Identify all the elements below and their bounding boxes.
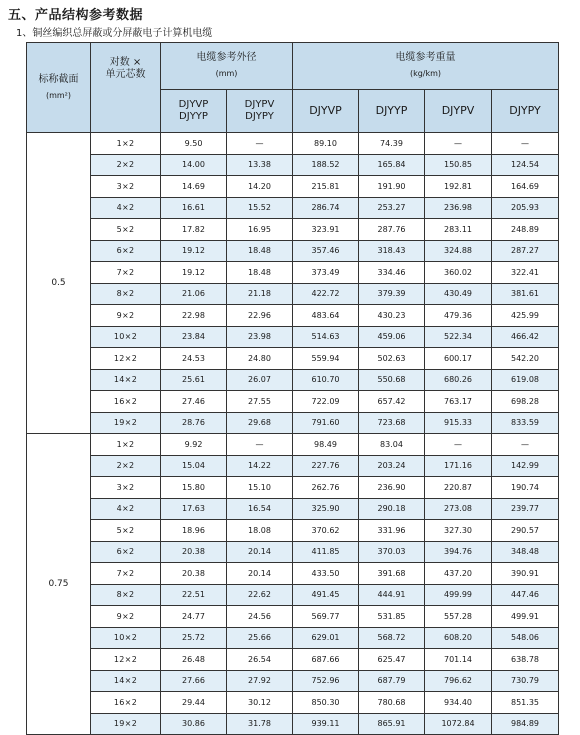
header-cross-section: 标称截面 (mm²) — [27, 43, 91, 133]
od-djyvp-cell: 22.98 — [161, 305, 227, 327]
header-weight-djypy: DJYPY — [492, 90, 559, 133]
w-djypy-cell: 499.91 — [492, 606, 559, 628]
w-djyyp-cell: 318.43 — [359, 240, 425, 262]
w-djypv-cell: 680.26 — [425, 369, 492, 391]
w-djypv-cell: — — [425, 434, 492, 456]
od-djyvp-cell: 19.12 — [161, 262, 227, 284]
od-djyvp-cell: 29.44 — [161, 692, 227, 714]
pairs-cell: 5×2 — [91, 520, 161, 542]
w-djyvp-cell: 357.46 — [293, 240, 359, 262]
od-djyvp-cell: 20.38 — [161, 563, 227, 585]
od-djyvp-cell: 14.69 — [161, 176, 227, 198]
header-od-djyvp-djyyp: DJYVP DJYYP — [161, 90, 227, 133]
w-djyyp-cell: 780.68 — [359, 692, 425, 714]
w-djypy-cell: 322.41 — [492, 262, 559, 284]
w-djyyp-cell: 687.79 — [359, 670, 425, 692]
w-djypy-cell: — — [492, 133, 559, 155]
w-djyyp-cell: 625.47 — [359, 649, 425, 671]
w-djyyp-cell: 459.06 — [359, 326, 425, 348]
w-djyvp-cell: 370.62 — [293, 520, 359, 542]
od-djypv-cell: 22.96 — [227, 305, 293, 327]
pairs-cell: 14×2 — [91, 670, 161, 692]
w-djypy-cell: 548.06 — [492, 627, 559, 649]
w-djyvp-cell: 227.76 — [293, 455, 359, 477]
table-body — [27, 133, 559, 735]
w-djypy-cell: 239.77 — [492, 498, 559, 520]
od-djyvp-cell: 9.50 — [161, 133, 227, 155]
table-row — [27, 240, 559, 262]
table-row — [27, 133, 559, 155]
table-row — [27, 477, 559, 499]
table-row — [27, 391, 559, 413]
section-heading: 五、产品结构参考数据 — [8, 8, 144, 23]
w-djyvp-cell: 323.91 — [293, 219, 359, 241]
w-djyyp-cell: 334.46 — [359, 262, 425, 284]
w-djyvp-cell: 791.60 — [293, 412, 359, 434]
table-row — [27, 520, 559, 542]
w-djypy-cell: 190.74 — [492, 477, 559, 499]
w-djypy-cell: 248.89 — [492, 219, 559, 241]
od-djypv-cell: 25.66 — [227, 627, 293, 649]
cross-section-value: 0.5 — [27, 133, 91, 434]
w-djypv-cell: 150.85 — [425, 154, 492, 176]
pairs-cell: 9×2 — [91, 305, 161, 327]
w-djypv-cell: 701.14 — [425, 649, 492, 671]
w-djyvp-cell: 629.01 — [293, 627, 359, 649]
w-djyvp-cell: 89.10 — [293, 133, 359, 155]
w-djypy-cell: 619.08 — [492, 369, 559, 391]
od-djypv-cell: 14.20 — [227, 176, 293, 198]
w-djypv-cell: 192.81 — [425, 176, 492, 198]
header-weight-djypv: DJYPV — [425, 90, 492, 133]
w-djyvp-cell: 98.49 — [293, 434, 359, 456]
w-djypy-cell: 142.99 — [492, 455, 559, 477]
pairs-cell: 10×2 — [91, 627, 161, 649]
header-od-djypv-djypy: DJYPV DJYPY — [227, 90, 293, 133]
w-djypv-cell: 1072.84 — [425, 713, 492, 735]
pairs-cell: 19×2 — [91, 713, 161, 735]
pairs-cell: 10×2 — [91, 326, 161, 348]
od-djyvp-cell: 19.12 — [161, 240, 227, 262]
table-row — [27, 262, 559, 284]
w-djyyp-cell: 430.23 — [359, 305, 425, 327]
w-djypv-cell: 430.49 — [425, 283, 492, 305]
table-row — [27, 713, 559, 735]
w-djypv-cell: 522.34 — [425, 326, 492, 348]
table-row — [27, 627, 559, 649]
w-djypy-cell: 730.79 — [492, 670, 559, 692]
od-djypv-cell: 16.54 — [227, 498, 293, 520]
table-row — [27, 584, 559, 606]
w-djypv-cell: 327.30 — [425, 520, 492, 542]
od-djyvp-cell: 16.61 — [161, 197, 227, 219]
od-djyvp-cell: 17.63 — [161, 498, 227, 520]
w-djyvp-cell: 411.85 — [293, 541, 359, 563]
w-djyyp-cell: 723.68 — [359, 412, 425, 434]
od-djypv-cell: — — [227, 434, 293, 456]
table-row — [27, 219, 559, 241]
table-row — [27, 563, 559, 585]
od-djypv-cell: 24.80 — [227, 348, 293, 370]
w-djypy-cell: 638.78 — [492, 649, 559, 671]
w-djypv-cell: 608.20 — [425, 627, 492, 649]
w-djyyp-cell: 253.27 — [359, 197, 425, 219]
od-djypv-cell: 26.07 — [227, 369, 293, 391]
pairs-cell: 4×2 — [91, 197, 161, 219]
od-djyvp-cell: 17.82 — [161, 219, 227, 241]
od-djyvp-cell: 9.92 — [161, 434, 227, 456]
table-row — [27, 283, 559, 305]
w-djyvp-cell: 215.81 — [293, 176, 359, 198]
w-djypv-cell: 360.02 — [425, 262, 492, 284]
od-djypv-cell: 18.48 — [227, 262, 293, 284]
od-djypv-cell: 23.98 — [227, 326, 293, 348]
w-djyvp-cell: 850.30 — [293, 692, 359, 714]
w-djyvp-cell: 514.63 — [293, 326, 359, 348]
w-djyvp-cell: 610.70 — [293, 369, 359, 391]
od-djypv-cell: 29.68 — [227, 412, 293, 434]
w-djyyp-cell: 290.18 — [359, 498, 425, 520]
w-djyyp-cell: 165.84 — [359, 154, 425, 176]
w-djyyp-cell: 657.42 — [359, 391, 425, 413]
w-djypy-cell: 984.89 — [492, 713, 559, 735]
pairs-cell: 1×2 — [91, 434, 161, 456]
pairs-cell: 3×2 — [91, 176, 161, 198]
w-djypy-cell: 381.61 — [492, 283, 559, 305]
header-pairs: 对数 × 单元芯数 — [91, 43, 161, 133]
w-djyvp-cell: 939.11 — [293, 713, 359, 735]
pairs-cell: 14×2 — [91, 369, 161, 391]
w-djypy-cell: 542.20 — [492, 348, 559, 370]
w-djyyp-cell: 502.63 — [359, 348, 425, 370]
od-djypv-cell: 30.12 — [227, 692, 293, 714]
w-djyvp-cell: 559.94 — [293, 348, 359, 370]
cable-spec-table — [26, 42, 559, 735]
table-row — [27, 369, 559, 391]
w-djypy-cell: 287.27 — [492, 240, 559, 262]
w-djyyp-cell: 370.03 — [359, 541, 425, 563]
w-djypv-cell: 324.88 — [425, 240, 492, 262]
w-djyyp-cell: 331.96 — [359, 520, 425, 542]
w-djyvp-cell: 722.09 — [293, 391, 359, 413]
w-djypv-cell: 171.16 — [425, 455, 492, 477]
w-djyyp-cell: 236.90 — [359, 477, 425, 499]
od-djypv-cell: 18.48 — [227, 240, 293, 262]
pairs-cell: 9×2 — [91, 606, 161, 628]
w-djyyp-cell: 287.76 — [359, 219, 425, 241]
od-djyvp-cell: 23.84 — [161, 326, 227, 348]
w-djyyp-cell: 191.90 — [359, 176, 425, 198]
od-djypv-cell: 31.78 — [227, 713, 293, 735]
w-djypv-cell: 236.98 — [425, 197, 492, 219]
w-djyvp-cell: 286.74 — [293, 197, 359, 219]
w-djyvp-cell: 433.50 — [293, 563, 359, 585]
w-djyvp-cell: 569.77 — [293, 606, 359, 628]
od-djyvp-cell: 24.77 — [161, 606, 227, 628]
pairs-cell: 4×2 — [91, 498, 161, 520]
od-djypv-cell: 13.38 — [227, 154, 293, 176]
od-djyvp-cell: 27.66 — [161, 670, 227, 692]
table-row — [27, 498, 559, 520]
table-row — [27, 541, 559, 563]
w-djypv-cell: 934.40 — [425, 692, 492, 714]
pairs-cell: 6×2 — [91, 541, 161, 563]
w-djypy-cell: — — [492, 434, 559, 456]
pairs-cell: 8×2 — [91, 283, 161, 305]
w-djypv-cell: 437.20 — [425, 563, 492, 585]
od-djypv-cell: 20.14 — [227, 541, 293, 563]
od-djyvp-cell: 26.48 — [161, 649, 227, 671]
pairs-cell: 12×2 — [91, 649, 161, 671]
od-djyvp-cell: 18.96 — [161, 520, 227, 542]
pairs-cell: 16×2 — [91, 391, 161, 413]
w-djyvp-cell: 262.76 — [293, 477, 359, 499]
w-djyvp-cell: 687.66 — [293, 649, 359, 671]
w-djypy-cell: 833.59 — [492, 412, 559, 434]
w-djypv-cell: — — [425, 133, 492, 155]
table-row — [27, 326, 559, 348]
w-djypy-cell: 698.28 — [492, 391, 559, 413]
w-djypy-cell: 447.46 — [492, 584, 559, 606]
od-djyvp-cell: 20.38 — [161, 541, 227, 563]
od-djypv-cell: 24.56 — [227, 606, 293, 628]
w-djyyp-cell: 550.68 — [359, 369, 425, 391]
od-djypv-cell: 27.55 — [227, 391, 293, 413]
w-djypv-cell: 394.76 — [425, 541, 492, 563]
header-weight-djyvp: DJYVP — [293, 90, 359, 133]
od-djypv-cell: 22.62 — [227, 584, 293, 606]
w-djyyp-cell: 83.04 — [359, 434, 425, 456]
pairs-cell: 8×2 — [91, 584, 161, 606]
table-row — [27, 412, 559, 434]
od-djyvp-cell: 15.04 — [161, 455, 227, 477]
w-djypv-cell: 283.11 — [425, 219, 492, 241]
header-weight-djyyp: DJYYP — [359, 90, 425, 133]
w-djypv-cell: 915.33 — [425, 412, 492, 434]
w-djypy-cell: 851.35 — [492, 692, 559, 714]
pairs-cell: 16×2 — [91, 692, 161, 714]
od-djypv-cell: 18.08 — [227, 520, 293, 542]
pairs-cell: 2×2 — [91, 455, 161, 477]
w-djyyp-cell: 203.24 — [359, 455, 425, 477]
w-djypv-cell: 479.36 — [425, 305, 492, 327]
od-djypv-cell: 14.22 — [227, 455, 293, 477]
table-row — [27, 606, 559, 628]
w-djypv-cell: 557.28 — [425, 606, 492, 628]
od-djyvp-cell: 30.86 — [161, 713, 227, 735]
cross-section-value: 0.75 — [27, 434, 91, 735]
w-djypv-cell: 796.62 — [425, 670, 492, 692]
od-djypv-cell: — — [227, 133, 293, 155]
w-djypv-cell: 763.17 — [425, 391, 492, 413]
w-djyyp-cell: 74.39 — [359, 133, 425, 155]
w-djyyp-cell: 379.39 — [359, 283, 425, 305]
w-djypy-cell: 425.99 — [492, 305, 559, 327]
w-djypv-cell: 600.17 — [425, 348, 492, 370]
w-djyyp-cell: 568.72 — [359, 627, 425, 649]
table-row — [27, 670, 559, 692]
header-weight: 电缆参考重量 (kg/km) — [293, 43, 559, 90]
od-djyvp-cell: 25.72 — [161, 627, 227, 649]
pairs-cell: 6×2 — [91, 240, 161, 262]
od-djyvp-cell: 27.46 — [161, 391, 227, 413]
od-djypv-cell: 16.95 — [227, 219, 293, 241]
w-djyvp-cell: 752.96 — [293, 670, 359, 692]
w-djypy-cell: 466.42 — [492, 326, 559, 348]
pairs-cell: 1×2 — [91, 133, 161, 155]
w-djypv-cell: 273.08 — [425, 498, 492, 520]
od-djyvp-cell: 22.51 — [161, 584, 227, 606]
w-djypy-cell: 205.93 — [492, 197, 559, 219]
pairs-cell: 3×2 — [91, 477, 161, 499]
header-outer-diameter: 电缆参考外径 (mm) — [161, 43, 293, 90]
w-djyvp-cell: 422.72 — [293, 283, 359, 305]
pairs-cell: 2×2 — [91, 154, 161, 176]
od-djypv-cell: 27.92 — [227, 670, 293, 692]
w-djyyp-cell: 865.91 — [359, 713, 425, 735]
od-djypv-cell: 15.52 — [227, 197, 293, 219]
table-row — [27, 455, 559, 477]
od-djyvp-cell: 24.53 — [161, 348, 227, 370]
w-djyyp-cell: 444.91 — [359, 584, 425, 606]
table-row — [27, 176, 559, 198]
w-djyyp-cell: 531.85 — [359, 606, 425, 628]
od-djyvp-cell: 21.06 — [161, 283, 227, 305]
pairs-cell: 19×2 — [91, 412, 161, 434]
pairs-cell: 12×2 — [91, 348, 161, 370]
od-djypv-cell: 26.54 — [227, 649, 293, 671]
pairs-cell: 7×2 — [91, 262, 161, 284]
w-djyvp-cell: 325.90 — [293, 498, 359, 520]
table-row — [27, 434, 559, 456]
od-djypv-cell: 15.10 — [227, 477, 293, 499]
pairs-cell: 7×2 — [91, 563, 161, 585]
od-djyvp-cell: 28.76 — [161, 412, 227, 434]
table-row — [27, 154, 559, 176]
w-djyvp-cell: 491.45 — [293, 584, 359, 606]
w-djypv-cell: 499.99 — [425, 584, 492, 606]
od-djypv-cell: 21.18 — [227, 283, 293, 305]
table-row — [27, 305, 559, 327]
od-djyvp-cell: 25.61 — [161, 369, 227, 391]
w-djypy-cell: 124.54 — [492, 154, 559, 176]
od-djypv-cell: 20.14 — [227, 563, 293, 585]
w-djypy-cell: 164.69 — [492, 176, 559, 198]
table-subheading: 1、铜丝编织总屏蔽或分屏蔽电子计算机电缆 — [16, 28, 213, 39]
table-row — [27, 692, 559, 714]
pairs-cell: 5×2 — [91, 219, 161, 241]
table-row — [27, 197, 559, 219]
w-djypy-cell: 348.48 — [492, 541, 559, 563]
w-djyvp-cell: 373.49 — [293, 262, 359, 284]
w-djypy-cell: 290.57 — [492, 520, 559, 542]
w-djypy-cell: 390.91 — [492, 563, 559, 585]
w-djyyp-cell: 391.68 — [359, 563, 425, 585]
od-djyvp-cell: 14.00 — [161, 154, 227, 176]
table-row — [27, 649, 559, 671]
w-djypv-cell: 220.87 — [425, 477, 492, 499]
table-row — [27, 348, 559, 370]
w-djyvp-cell: 483.64 — [293, 305, 359, 327]
w-djyvp-cell: 188.52 — [293, 154, 359, 176]
od-djyvp-cell: 15.80 — [161, 477, 227, 499]
